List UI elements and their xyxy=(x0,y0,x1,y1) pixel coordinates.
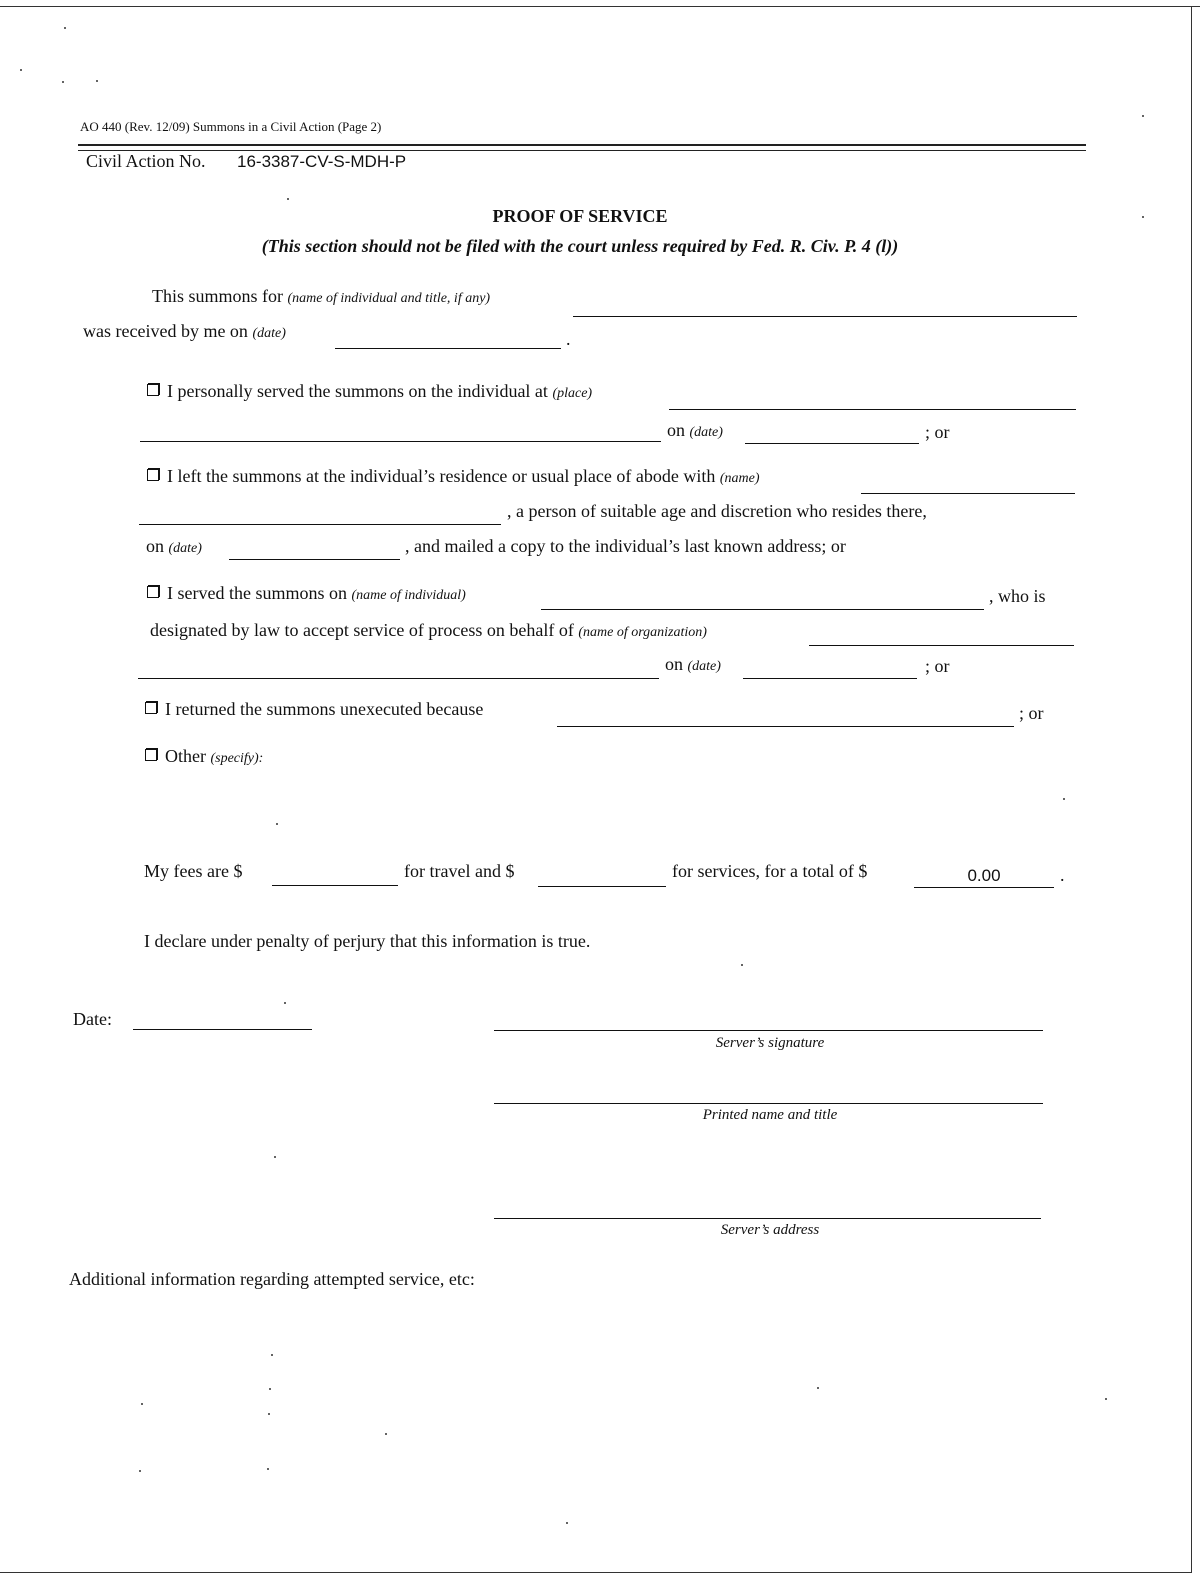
scan-speck xyxy=(268,1413,270,1415)
personal-suffix: ; or xyxy=(925,422,950,442)
designated-org-field-2[interactable] xyxy=(138,678,659,679)
fees-services-text: for services, for a total of $ xyxy=(672,861,868,881)
scan-speck xyxy=(271,1354,273,1356)
personal-checkbox[interactable] xyxy=(147,384,159,396)
scan-speck xyxy=(267,1468,269,1470)
fees-period: . xyxy=(1060,865,1065,885)
designated-date-field[interactable] xyxy=(743,678,917,679)
signature-date-field[interactable] xyxy=(133,1029,312,1030)
fees-prefix: My fees are $ xyxy=(144,861,243,881)
unexecuted-checkbox[interactable] xyxy=(145,702,157,714)
unexecuted-label: I returned the summons unexecuted because xyxy=(165,699,484,719)
scan-speck xyxy=(64,27,66,29)
scan-speck xyxy=(96,80,98,82)
page-border-bottom xyxy=(0,1572,1192,1573)
printed-name-field[interactable] xyxy=(494,1103,1043,1104)
personal-place-field[interactable] xyxy=(669,409,1076,410)
summons-for-field[interactable] xyxy=(573,316,1077,317)
summons-for-label: This summons for xyxy=(152,286,284,306)
scan-speck xyxy=(274,1156,276,1158)
other-hint: (specify): xyxy=(210,751,264,766)
header-rule xyxy=(78,144,1086,146)
civil-action-number: 16-3387-CV-S-MDH-P xyxy=(237,152,407,171)
received-hint: (date) xyxy=(252,326,286,341)
residence-line2: , a person of suitable age and discretion who resides there, xyxy=(507,501,927,521)
scan-speck xyxy=(284,1002,286,1004)
scan-speck xyxy=(62,81,64,83)
option-residence[interactable] xyxy=(147,465,760,490)
designated-label: I served the summons on xyxy=(167,583,347,603)
scan-speck xyxy=(566,1522,568,1524)
designated-on-label: on xyxy=(665,654,683,674)
personal-place-hint: (place) xyxy=(552,386,593,401)
option-personal[interactable] xyxy=(147,380,592,405)
scan-speck xyxy=(139,1470,141,1472)
page-title: PROOF OF SERVICE xyxy=(492,206,668,226)
date-label: Date: xyxy=(73,1009,112,1029)
header-rule-thin xyxy=(78,150,1086,151)
summons-for-hint: (name of individual and title, if any) xyxy=(287,291,491,306)
form-header: AO 440 (Rev. 12/09) Summons in a Civil Action (Page 2) xyxy=(80,119,382,134)
total-fee-field[interactable] xyxy=(914,887,1054,888)
designated-who-is: , who is xyxy=(989,586,1046,606)
scan-speck xyxy=(1063,798,1065,800)
designated-name-field[interactable] xyxy=(541,609,984,610)
residence-date-hint: (date) xyxy=(168,541,202,556)
unexecuted-suffix: ; or xyxy=(1019,703,1044,723)
printed-name-caption: Printed name and title xyxy=(702,1107,838,1123)
received-period: . xyxy=(566,329,571,349)
services-fee-field[interactable] xyxy=(538,886,666,887)
civil-action-label: Civil Action No. xyxy=(86,151,206,171)
designated-org-hint: (name of organization) xyxy=(578,625,707,640)
scan-speck xyxy=(741,964,743,966)
personal-place-field-2[interactable] xyxy=(140,441,661,442)
option-designated[interactable] xyxy=(147,582,466,607)
personal-date-field[interactable] xyxy=(745,443,919,444)
page-border-right xyxy=(1191,6,1192,1572)
received-date-field[interactable] xyxy=(335,348,561,349)
server-address-caption: Server’s address xyxy=(720,1222,820,1238)
scan-speck xyxy=(20,69,22,71)
total-fee-value[interactable]: 0.00 xyxy=(967,866,1001,885)
residence-name-field[interactable] xyxy=(861,493,1075,494)
residence-checkbox[interactable] xyxy=(147,469,159,481)
residence-label: I left the summons at the individual’s residence or usual place of abode with xyxy=(167,466,716,486)
scan-speck xyxy=(287,198,289,200)
designated-checkbox[interactable] xyxy=(147,586,159,598)
received-label: was received by me on xyxy=(83,321,248,341)
option-unexecuted[interactable] xyxy=(145,698,483,720)
scan-speck xyxy=(385,1433,387,1435)
residence-on-label: on xyxy=(146,536,164,556)
scan-speck xyxy=(1142,115,1144,117)
personal-date-hint: (date) xyxy=(689,425,723,440)
designated-org-field[interactable] xyxy=(809,645,1074,646)
declaration-text: I declare under penalty of perjury that this information is true. xyxy=(144,931,591,951)
server-address-field[interactable] xyxy=(494,1218,1041,1219)
designated-name-hint: (name of individual) xyxy=(351,588,466,603)
personal-label: I personally served the summons on the individual at xyxy=(167,381,548,401)
server-signature-caption: Server’s signature xyxy=(715,1035,825,1051)
designated-date-hint: (date) xyxy=(687,659,721,674)
scan-speck xyxy=(276,823,278,825)
other-checkbox[interactable] xyxy=(145,749,157,761)
option-other[interactable] xyxy=(145,745,263,770)
page-border-top xyxy=(0,6,1200,7)
travel-fee-field[interactable] xyxy=(272,885,398,886)
residence-person-field[interactable] xyxy=(139,524,501,525)
fees-travel-text: for travel and $ xyxy=(404,861,515,881)
page-subtitle: (This section should not be filed with the court unless required by Fed. R. Civ. P. 4 (l)) xyxy=(261,236,899,256)
scan-speck xyxy=(269,1388,271,1390)
scan-speck xyxy=(817,1387,819,1389)
server-signature-field[interactable] xyxy=(494,1030,1043,1031)
scan-speck xyxy=(141,1403,143,1405)
residence-date-field[interactable] xyxy=(229,559,400,560)
residence-name-hint: (name) xyxy=(719,471,760,486)
designated-line2: designated by law to accept service of process on behalf of xyxy=(150,620,574,640)
designated-suffix: ; or xyxy=(925,656,950,676)
personal-on-label: on xyxy=(667,420,685,440)
additional-info-label: Additional information regarding attempted service, etc: xyxy=(69,1269,475,1289)
unexecuted-reason-field[interactable] xyxy=(557,726,1014,727)
other-label: Other xyxy=(165,746,206,766)
scan-speck xyxy=(1105,1398,1107,1400)
residence-line3: , and mailed a copy to the individual’s last known address; or xyxy=(405,536,846,556)
